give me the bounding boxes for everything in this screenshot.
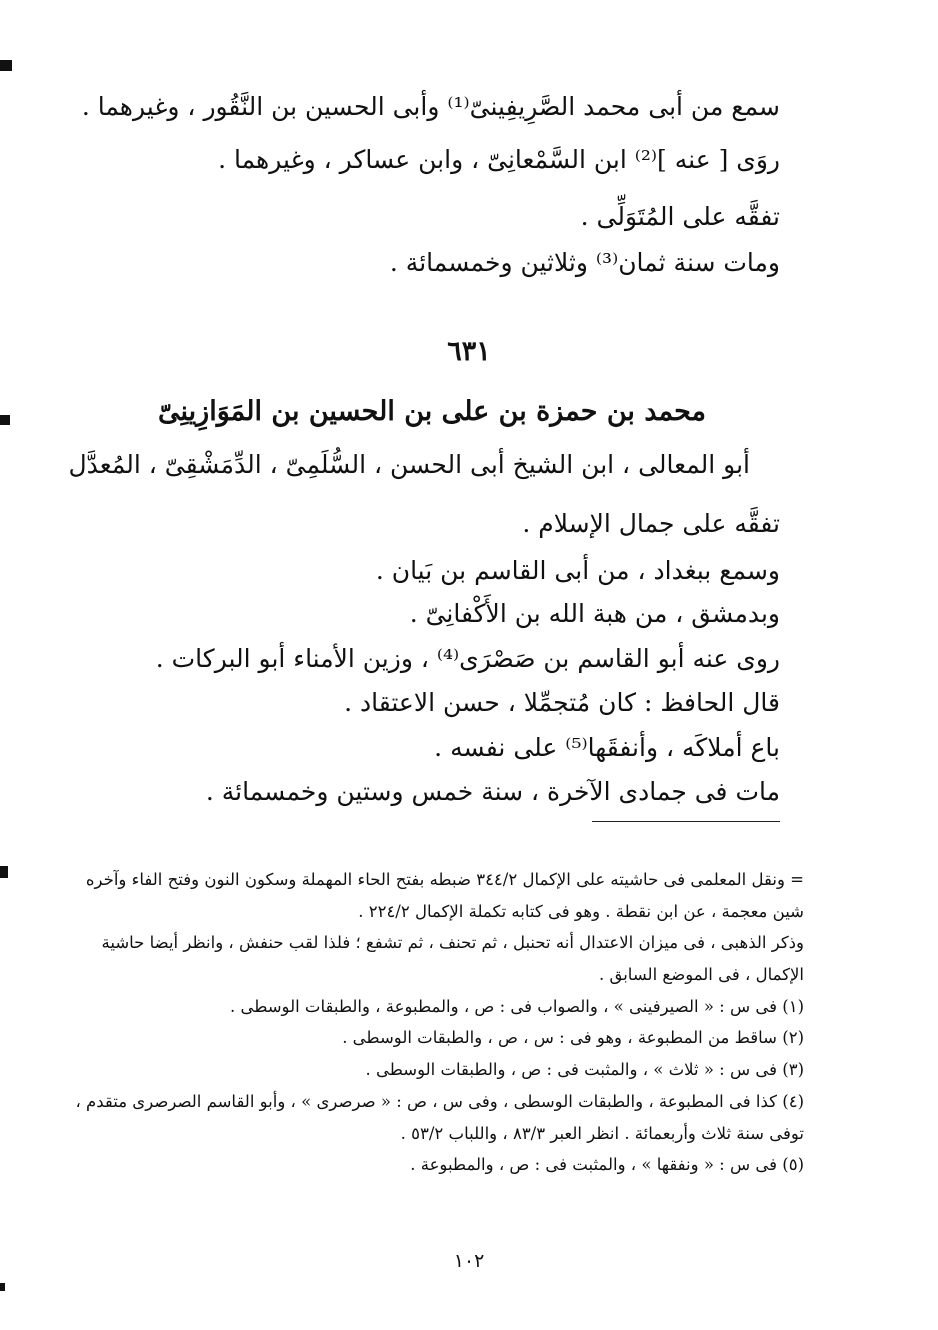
scan-edge-mark bbox=[0, 60, 12, 71]
entry-line: وبدمشق ، من هبة الله بن الأَكْفانِىّ . bbox=[409, 599, 780, 628]
footnote-line: (٣) فى س : « ثلاث » ، والمثبت فى : ص ، والطبقات الوسطى . bbox=[365, 1060, 804, 1079]
prev-entry-line: سمع من أبى محمد الصَّرِيفِينىّ⁽¹⁾ وأبى الحسين بن النَّقُور ، وغيرهما . bbox=[81, 92, 780, 121]
footnote-line: = ونقل المعلمى فى حاشيته على الإكمال ٣٤٤/٢ ضبطه بفتح الحاء المهملة وسكون النون وفتح الفاء وآخره bbox=[85, 870, 804, 889]
footnote-line: (١) فى س : « الصيرفينى » ، والصواب فى : ص ، والمطبوعة ، والطبقات الوسطى . bbox=[229, 997, 804, 1016]
entry-line: تفقَّه على جمال الإسلام . bbox=[522, 509, 780, 538]
prev-entry-line: تفقَّه على المُتَوَلِّى . bbox=[580, 202, 780, 231]
scan-edge-mark bbox=[0, 415, 10, 425]
entry-name: محمد بن حمزة بن على بن الحسين بن المَوَازِينِىّ bbox=[158, 396, 706, 427]
page-number: ١٠٢ bbox=[453, 1250, 485, 1272]
footnote-line: توفى سنة ثلاث وأربعمائة . انظر العبر ٨٣/٣ ، واللباب ٥٣/٢ . bbox=[400, 1124, 804, 1143]
entry-line: روى عنه أبو القاسم بن صَصْرَى⁽⁴⁾ ، وزين الأمناء أبو البركات . bbox=[155, 644, 780, 673]
footnote-separator bbox=[592, 821, 780, 822]
footnote-line: (٢) ساقط من المطبوعة ، وهو فى : س ، ص ، والطبقات الوسطى . bbox=[342, 1028, 804, 1047]
scan-edge-mark bbox=[0, 1283, 5, 1291]
entry-line: قال الحافظ : كان مُتجمِّلا ، حسن الاعتقاد . bbox=[344, 688, 780, 717]
entry-number: ٦٣١ bbox=[447, 336, 491, 367]
scan-edge-mark bbox=[0, 866, 8, 878]
entry-line: باع أملاكَه ، وأنفقَها⁽⁵⁾ على نفسه . bbox=[434, 733, 780, 762]
entry-line: وسمع ببغداد ، من أبى القاسم بن بَيان . bbox=[375, 556, 780, 585]
entry-line: مات فى جمادى الآخرة ، سنة خمس وستين وخمسمائة . bbox=[205, 777, 780, 806]
entry-kunya: أبو المعالى ، ابن الشيخ أبى الحسن ، السُّلَمِىّ ، الدِّمَشْقِىّ ، المُعدَّل bbox=[68, 450, 750, 479]
footnote-line: (٥) فى س : « ونفقها » ، والمثبت فى : ص ، والمطبوعة . bbox=[410, 1155, 804, 1174]
footnote-line: شين معجمة ، عن ابن نقطة . وهو فى كتابه تكملة الإكمال ٢٢٤/٢ . bbox=[358, 902, 804, 921]
footnote-line: الإكمال ، فى الموضع السابق . bbox=[598, 965, 804, 984]
footnote-line: وذكر الذهبى ، فى ميزان الاعتدال أنه تحنبل ، ثم تحنف ، ثم تشفع ؛ فلذا لقب حنفش ، وانظر أيضا حاشية bbox=[101, 933, 804, 952]
footnote-line: (٤) كذا فى المطبوعة ، والطبقات الوسطى ، وفى س ، ص : « صرصرى » ، وأبو القاسم الصرصرى متقدم ، bbox=[75, 1092, 804, 1111]
prev-entry-line: ومات سنة ثمان⁽³⁾ وثلاثين وخمسمائة . bbox=[389, 248, 780, 277]
prev-entry-line: روَى [ عنه ]⁽²⁾ ابن السَّمْعانِىّ ، وابن عساكر ، وغيرهما . bbox=[218, 145, 780, 174]
